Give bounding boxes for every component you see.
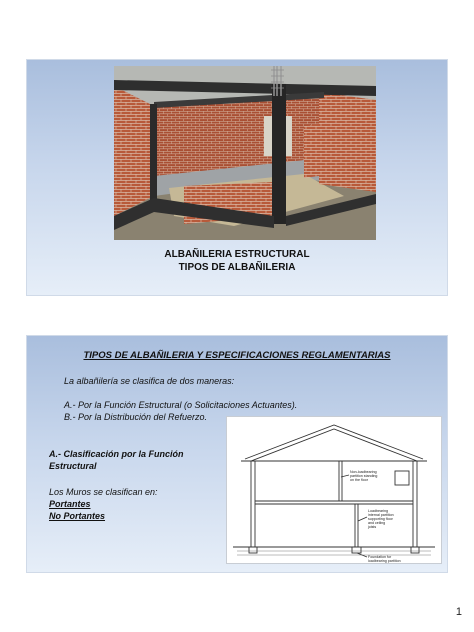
list-item: B.- Por la Distribución del Refuerzo. xyxy=(64,412,208,422)
subheading xyxy=(49,448,209,472)
label-foundation-1: Foundation for xyxy=(368,555,392,559)
title-line-1: ALBAÑILERIA ESTRUCTURAL xyxy=(164,249,310,260)
slide-1 xyxy=(27,60,447,295)
label-non-load-bearing-1: Non-loadbearing xyxy=(350,470,377,474)
list-item: A.- Por la Función Estructural (o Solicitaciones Actuantes). xyxy=(64,400,298,410)
label-load-bearing-1: Loadbearing xyxy=(368,509,388,513)
label-load-bearing-3: supporting floor xyxy=(368,517,393,521)
wall-type-load-bearing: Portantes xyxy=(49,499,91,509)
wall-types-intro: Los Muros se clasifican en: xyxy=(49,487,158,497)
label-load-bearing-4: and ceiling xyxy=(368,521,386,525)
brick-wall-construction-image xyxy=(114,66,376,240)
page-number: 1 xyxy=(455,606,462,618)
classification-intro: La albañilería se clasifica de dos maneras: xyxy=(64,376,235,386)
slide-2-heading: TIPOS DE ALBAÑILERIA Y ESPECIFICACIONES REGLAMENTARIAS xyxy=(83,350,391,361)
slide-2 xyxy=(27,336,447,572)
house-section-diagram xyxy=(226,416,442,564)
subheading-line-2: Estructural xyxy=(49,461,97,471)
label-foundation-2: loadbearing partition xyxy=(368,559,401,563)
slide-1-title xyxy=(27,248,447,274)
wall-type-non-load-bearing: No Portantes xyxy=(49,511,106,521)
title-line-2: TIPOS DE ALBAÑILERIA xyxy=(178,262,296,273)
wall-types xyxy=(49,486,158,522)
label-non-load-bearing-3: on the floor xyxy=(350,478,368,482)
label-load-bearing-5: joists xyxy=(368,525,377,529)
label-load-bearing-2: internal partition xyxy=(368,513,394,517)
label-non-load-bearing-2: partition standing xyxy=(350,474,378,478)
subheading-line-1: A.- Clasificación por la Función xyxy=(49,449,184,459)
